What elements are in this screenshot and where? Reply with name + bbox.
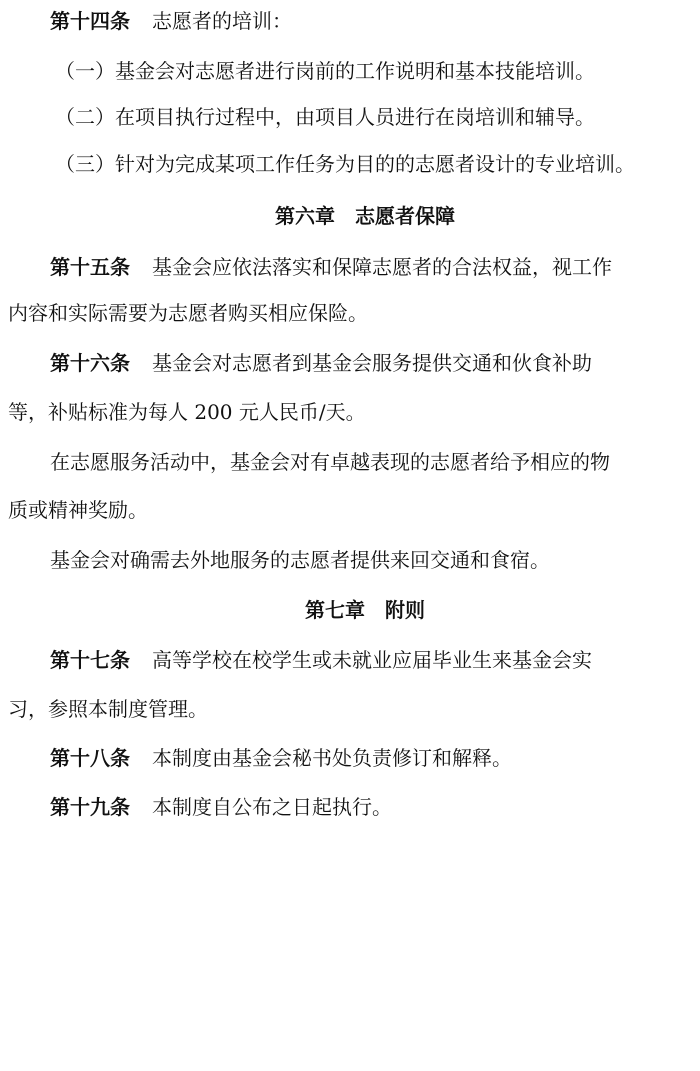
article-16-para-2-line-1: 在志愿服务活动中，基金会对有卓越表现的志愿者给予相应的物 (50, 450, 610, 474)
article-16-line-2: 等，补贴标准为每人 200 元人民币/天。 (8, 400, 366, 424)
article-16-line-1 (0, 350, 700, 376)
article-18-label: 第十八条 (50, 746, 130, 770)
article-14-heading (0, 8, 700, 34)
article-14-item-2: （二）在项目执行过程中，由项目人员进行在岗培训和辅导。 (55, 105, 595, 129)
article-19 (0, 794, 700, 820)
article-16-para-2-line-2: 质或精神奖励。 (8, 498, 148, 522)
article-15-label: 第十五条 (50, 255, 130, 279)
article-14-item-1: （一）基金会对志愿者进行岗前的工作说明和基本技能培训。 (55, 59, 595, 83)
article-15-line-1 (0, 254, 700, 280)
article-16-para-3: 基金会对确需去外地服务的志愿者提供来回交通和食宿。 (50, 548, 550, 572)
article-16-text-1: 基金会对志愿者到基金会服务提供交通和伙食补助 (152, 351, 592, 375)
chapter-7-heading: 第七章 附则 (305, 598, 425, 622)
chapter-6-heading: 第六章 志愿者保障 (275, 204, 455, 228)
article-19-text: 本制度自公布之日起执行。 (152, 795, 392, 819)
article-14-item-3: （三）针对为完成某项工作任务为目的的志愿者设计的专业培训。 (55, 152, 635, 176)
article-19-label: 第十九条 (50, 795, 130, 819)
article-14-title: 志愿者的培训： (152, 9, 292, 33)
article-17-line-1 (0, 647, 700, 673)
article-16-label: 第十六条 (50, 351, 130, 375)
article-17-text-1: 高等学校在校学生或未就业应届毕业生来基金会实 (152, 648, 592, 672)
article-15-text-1: 基金会应依法落实和保障志愿者的合法权益，视工作 (152, 255, 612, 279)
article-14-label: 第十四条 (50, 9, 130, 33)
article-18-text: 本制度由基金会秘书处负责修订和解释。 (152, 746, 512, 770)
article-18 (0, 745, 700, 771)
article-17-line-2: 习，参照本制度管理。 (8, 697, 208, 721)
article-17-label: 第十七条 (50, 648, 130, 672)
article-15-line-2: 内容和实际需要为志愿者购买相应保险。 (8, 301, 368, 325)
